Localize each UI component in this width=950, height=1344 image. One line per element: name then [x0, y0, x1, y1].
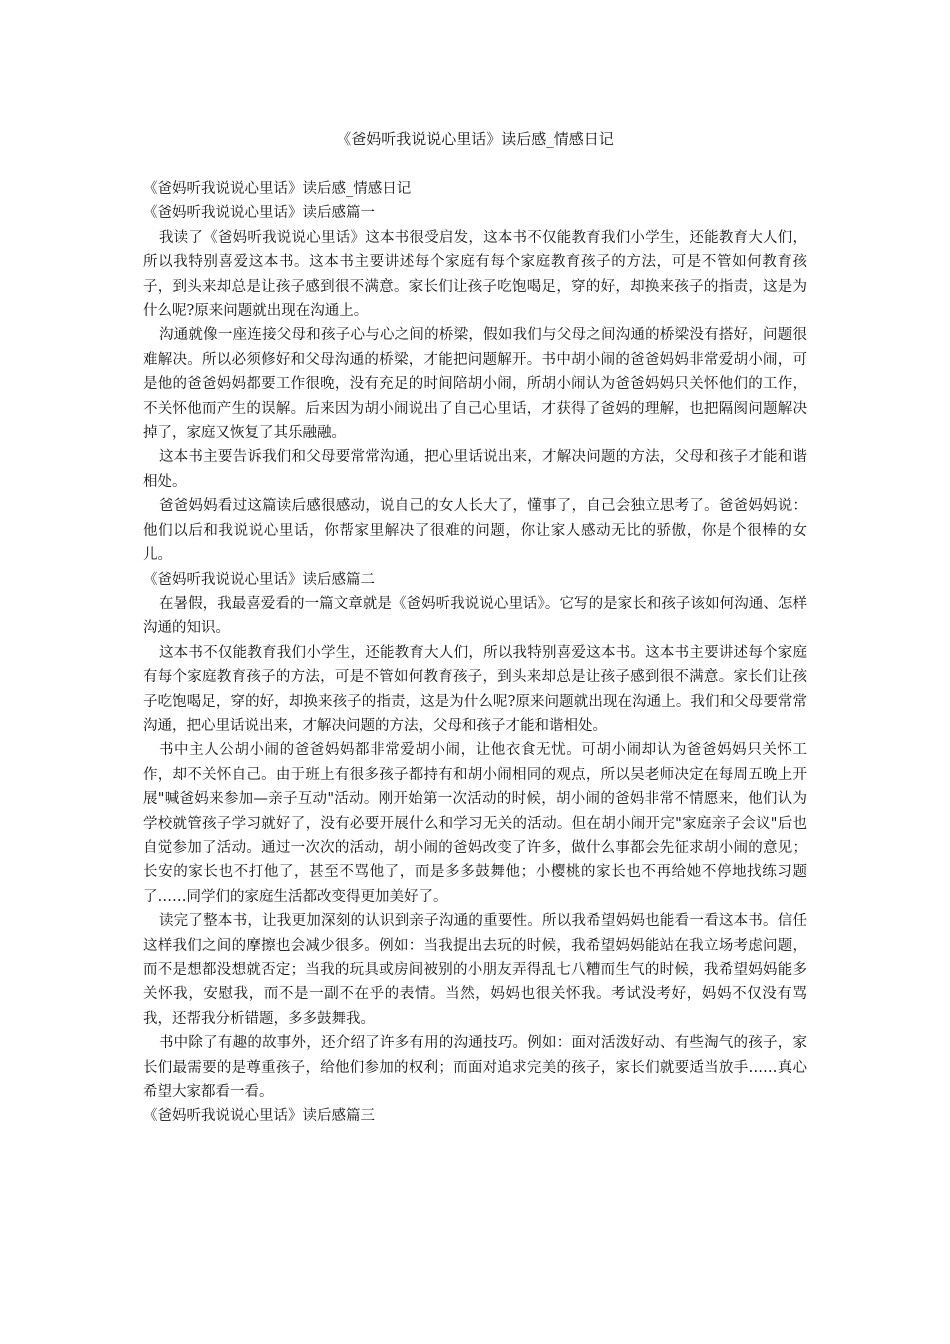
section-heading-1: 《爸妈听我说说心里话》读后感篇一 [143, 205, 375, 222]
page-title: 《爸妈听我说说心里话》读后感_情感日记 [336, 130, 614, 148]
paragraph: 书中除了有趣的故事外，还介绍了许多有用的沟通技巧。例如：面对活泼好动、有些淘气的孩子，家长们最需要的是尊重孩子，给他们参加的权利；而面对追求完美的孩子，家长们就要适当放手……真心希望大家都看一看。 [143, 1035, 807, 1101]
paragraph: 我读了《爸妈听我说说心里话》这本书很受启发，这本书不仅能教育我们小学生，还能教育大人们，所以我特别喜爱这本书。这本书主要讲述每个家庭有每个家庭教育孩子的方法，可是不管如何教育孩子，到头来却总是让孩子感到很不满意。家长们让孩子吃饱喝足，穿的好，却换来孩子的指责，这是为什么呢?原来问题就出现在沟通上。 [143, 229, 807, 320]
document-subtitle: 《爸妈听我说说心里话》读后感_情感日记 [143, 181, 412, 197]
document-body [143, 177, 807, 1129]
paragraph: 沟通就像一座连接父母和孩子心与心之间的桥梁，假如我们与父母之间沟通的桥梁没有搭好，问题很难解决。所以必须修好和父母沟通的桥梁，才能把问题解开。书中胡小闹的爸爸妈妈非常爱胡小闹，可是他的爸爸妈妈都要工作很晚，没有充足的时间陪胡小闹，所胡小闹认为爸爸妈妈只关怀他们的工作，不关怀他而产生的误解。后来因为胡小闹说出了自己心里话，才获得了爸妈的理解，也把隔阂问题解决掉了，家庭又恢复了其乐融融。 [143, 327, 807, 442]
paragraph: 这本书主要告诉我们和父母要常常沟通，把心里话说出来，才解决问题的方法，父母和孩子才能和谐相处。 [143, 449, 807, 490]
paragraph: 书中主人公胡小闹的爸爸妈妈都非常爱胡小闹，让他衣食无忧。可胡小闹却认为爸爸妈妈只关怀工作，却不关怀自己。由于班上有很多孩子都持有和胡小闹相同的观点，所以吴老师决定在每周五晚上开展"喊爸妈来参加—亲子互动"活动。刚开始第一次活动的时候，胡小闹的爸妈非常不情愿来，他们认为学校就管孩子学习就好了，没有必要开展什么和学习无关的活动。但在胡小闹开完"家庭亲子会议"后也自觉参加了活动。通过一次次的活动，胡小闹的爸妈改变了许多，做什么事都会先征求胡小闹的意见；长安的家长也不打他了，甚至不骂他了，而是多多鼓舞他；小樱桃的家长也不再给她不停地找练习题了……同学们的家庭生活都改变得更加美好了。 [143, 742, 807, 905]
section-heading-2: 《爸妈听我说说心里话》读后感篇二 [143, 571, 375, 588]
section-heading-3: 《爸妈听我说说心里话》读后感篇三 [143, 1108, 375, 1125]
paragraph: 在暑假，我最喜爱看的一篇文章就是《爸妈听我说说心里话》。它写的是家长和孩子该如何沟通、怎样沟通的知识。 [143, 595, 807, 637]
paragraph: 这本书不仅能教育我们小学生，还能教育大人们，所以我特别喜爱这本书。这本书主要讲述每个家庭有每个家庭教育孩子的方法，可是不管如何教育孩子，到头来却总是让孩子感到很不满意。家长们让孩子吃饱喝足，穿的好，却换来孩子的指责，这是为什么呢?原来问题就出现在沟通上。我们和父母要常常沟通，把心里话说出来，才解决问题的方法，父母和孩子才能和谐相处。 [143, 644, 807, 734]
paragraph: 读完了整本书，让我更加深刻的认识到亲子沟通的重要性。所以我希望妈妈也能看一看这本书。信任这样我们之间的摩擦也会减少很多。例如：当我提出去玩的时候，我希望妈妈能站在我立场考虑问题，而不是想都没想就否定；当我的玩具或房间被别的小朋友弄得乱七八糟而生气的时候，我希望妈妈能多关怀我，安慰我，而不是一副不在乎的表情。当然，妈妈也很关怀我。考试没考好，妈妈不仅没有骂我，还帮我分析错题，多多鼓舞我。 [143, 913, 807, 1027]
paragraph: 爸爸妈妈看过这篇读后感很感动，说自己的女人长大了，懂事了，自己会独立思考了。爸爸妈妈说：他们以后和我说说心里话，你帮家里解决了很难的问题，你让家人感动无比的骄傲，你是个很棒的女儿。 [143, 498, 807, 564]
